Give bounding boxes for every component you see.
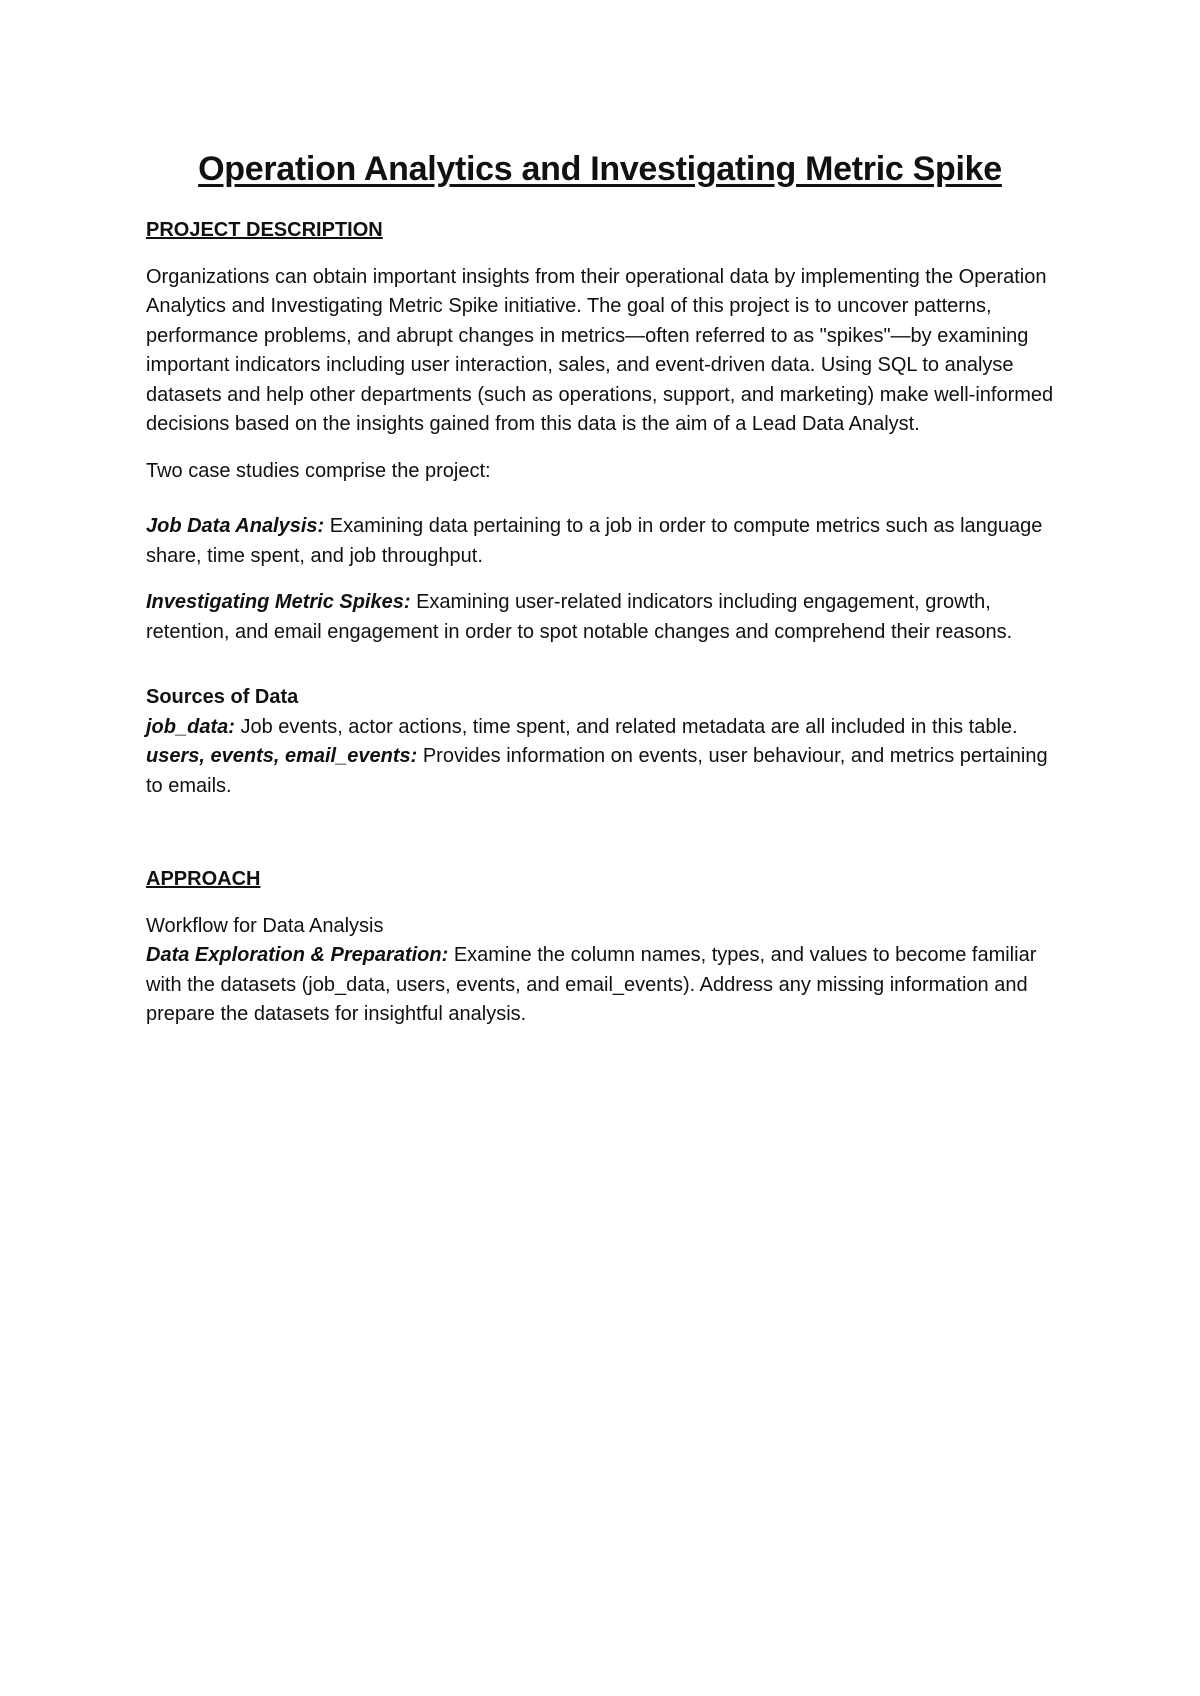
source-item-job-data — [146, 713, 1066, 743]
project-description-paragraph: Organizations can obtain important insights from their operational data by implementing the Operation Analytics and Investigating Metric Spike initiative. The goal of this project is to uncover patterns, performance problems, and abrupt changes in metrics—often referred to as "spikes"—by examining important indicators including user interaction, sales, and event-driven data. Using SQL to analyse datasets and help other departments (such as operations, support, and marketing) make well-informed decisions based on the insights gained from this data is the aim of a Lead Data Analyst. — [146, 265, 1054, 435]
approach-text: Examine the column names, types, and values to become familiar with the datasets (job_data, users, events, and email_events). Address any missing information and prepare the datasets for insightful analysis. — [146, 944, 1037, 1025]
case-study-text: Examining user-related indicators including engagement, growth, retention, and email engagement in order to spot notable changes and comprehend their reasons. — [146, 591, 1013, 643]
case-studies-intro: Two case studies comprise the project: — [146, 459, 491, 482]
case-study-text: Examining data pertaining to a job in order to compute metrics such as language share, time spent, and job throughput. — [146, 515, 1043, 567]
approach-label: Data Exploration & Preparation: — [146, 944, 449, 966]
project-description-heading: PROJECT DESCRIPTION — [146, 219, 383, 241]
case-study-label: Investigating Metric Spikes: — [146, 591, 411, 613]
source-item-user-tables — [146, 742, 1066, 801]
page-title: Operation Analytics and Investigating Metric Spike — [198, 150, 1002, 188]
source-label: job_data: — [146, 715, 235, 738]
source-text: Provides information on events, user behaviour, and metrics pertaining to emails. — [146, 745, 1048, 797]
case-study-job-data — [146, 512, 1066, 571]
source-text: Job events, actor actions, time spent, and related metadata are all included in this table. — [234, 715, 1018, 738]
approach-heading: APPROACH — [146, 868, 261, 890]
document-body — [146, 216, 1066, 1030]
approach-item-exploration — [146, 941, 1066, 1030]
case-study-label: Job Data Analysis: — [146, 515, 325, 537]
sources-heading: Sources of Data — [146, 686, 299, 708]
source-label: users, events, email_events: — [146, 745, 418, 767]
approach-subheading: Workflow for Data Analysis — [146, 914, 384, 937]
case-study-metric-spikes — [146, 588, 1066, 647]
